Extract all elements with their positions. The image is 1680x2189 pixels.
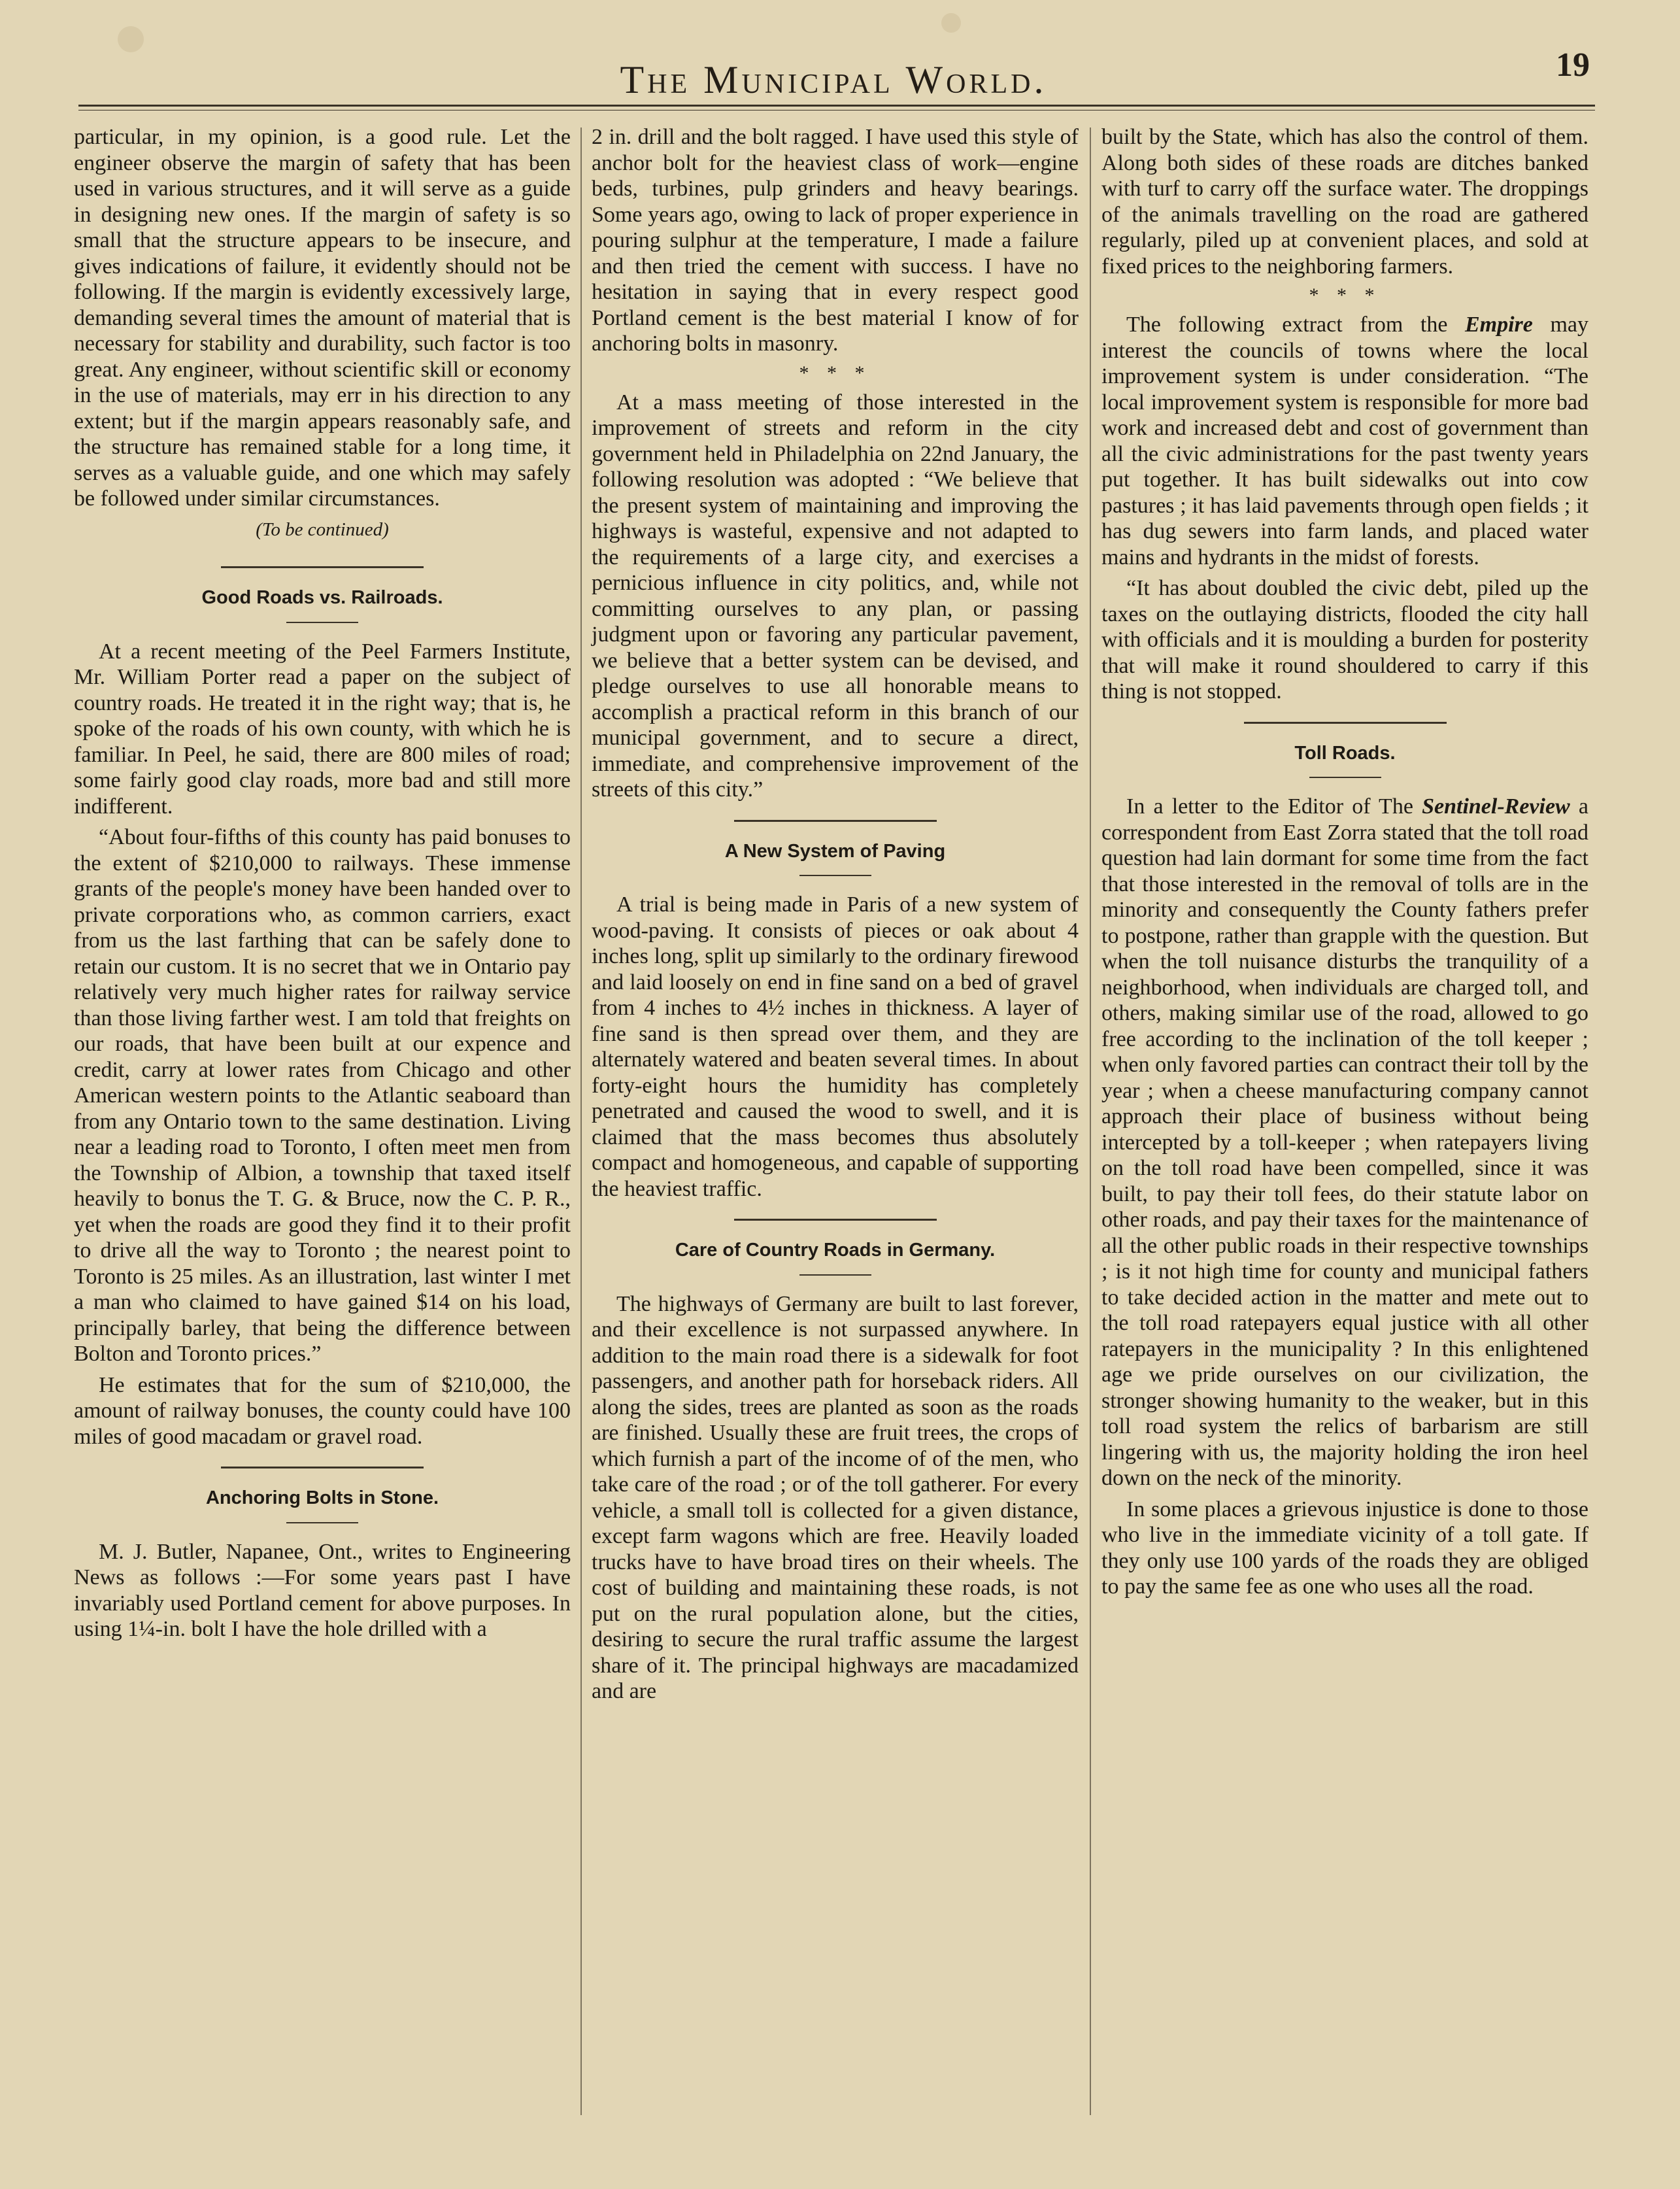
section-separator xyxy=(734,1219,937,1221)
column-1 xyxy=(74,124,571,1648)
paragraph: “About four-fifths of this county has paid bonuses to the extent of $210,000 to railways. These immense grants of the people's money have been handed over to private corporations who, as common carriers, exact from us the last farthing that can be safely done to retain our custom. It is no secret that we in Ontario pay relatively very much higher rates for railway service than those living farther west. I am told that freights on our roads, that have been built at our expence and credit, carry at lower rates from Chicago and other American western points to the Atlantic seaboard than from any Ontario town to the same destination. Living near a leading road to Toronto, I often meet men from the Township of Albion, a township that taxed itself heavily to bonus the T. G. & Bruce, now the C. P. R., yet when the roads are good they find it to their profit to drive all the way to Toronto ; the nearest point to Toronto is 25 miles. As an illustration, last winter I met a man who claimed to have gained $14 on his load, principally barley, that being the difference between Bolton and Toronto prices.” xyxy=(74,825,571,1366)
title-underline xyxy=(286,1522,358,1523)
paragraph: built by the State, which has also the control of them. Along both sides of these roads are ditches banked with turf to carry off the surface water. The droppings of the animals travelling on the road are gathered regularly, piled up at convenient places, and sold at fixed prices to the neighboring farmers. xyxy=(1101,125,1588,279)
paragraph xyxy=(1101,794,1588,1491)
column-divider xyxy=(580,127,582,2115)
section-title-new-paving: A New System of Paving xyxy=(724,840,946,862)
masthead xyxy=(72,39,1595,111)
column-2 xyxy=(592,124,1079,1710)
paragraph: At a mass meeting of those interested in the improvement of streets and reform in the city government held in Philadelphia on 22nd January, the following resolution was adopted : “We believe that the present system of maintaining and improving the highways is wasteful, expensive and not adapted to the requirements of a large city, and exercises a pernicious influence in city politics, and, while not committing ourselves to any plan, or passing judgment upon or favoring any particular pavement, we believe that a better system can be devised, and pledge ourselves to use all honorable means to accomplish a practical reform in this branch of our municipal government, and to secure a direct, immediate, and comprehensive improvement of the streets of this city.” xyxy=(592,390,1079,802)
paragraph: particular, in my opinion, is a good rule. Let the engineer observe the margin of safety that has been used in various structures, and it will serve as a guide in designing new ones. If the margin of safety is so small that the structure appears to be insecure, and gives indications of failure, it evidently should not be following. If the margin is evidently excessively large, demanding several times the amount of material that is necessary for stability and durability, such factor is too great. Any engineer, without scientific skill or economy in the use of materials, may err in his direction to any extent; but if the margin appears reasonably safe, and the structure has remained stable for a long time, it serves as a valuable guide, and one which may safely be followed under similar circumstances. xyxy=(74,125,571,511)
newspaper-name: Empire xyxy=(1464,313,1533,337)
page-number: 19 xyxy=(1556,46,1590,84)
section-title-good-roads: Good Roads vs. Railroads. xyxy=(201,587,443,608)
title-underline xyxy=(799,1274,871,1276)
section-title-care-germany: Care of Country Roads in Germany. xyxy=(675,1240,996,1261)
text-run: In a letter to the Editor of The xyxy=(1126,794,1422,819)
paragraph: 2 in. drill and the bolt ragged. I have used this style of anchor bolt for the heaviest class of work—engine beds, turbines, pulp grinders and heavy bearings. Some years ago, owing to lack of proper experience in pouring sulphur at the temperature, I made a failure and then tried the cement with success. I have no hesitation in saying that in every respect good Portland cement is the best material I know of for anchoring bolts in masonry. xyxy=(592,125,1079,356)
section-separator xyxy=(221,1467,424,1468)
paragraph: In some places a grievous injustice is done to those who live in the immediate vicinity of a toll gate. If they only use 100 yards of the roads they are obliged to pay the same fee as one who uses all the road. xyxy=(1101,1497,1588,1599)
title-underline xyxy=(286,622,358,623)
section-separator xyxy=(221,566,424,568)
section-stars: * * * xyxy=(799,362,871,384)
column-3 xyxy=(1101,124,1588,1605)
paragraph: The highways of Germany are built to last forever, and their excellence is not surpassed anywhere. In addition to the main road there is a sidewalk for foot passengers, and another path for horseback riders. All along the sides, trees are planted as soon as the roads are finished. Usually these are fruit trees, the crops of which furnish a part of the income of of the men, who take care of the road ; or of the toll gatherer. For every vehicle, a small toll is collected for a given distance, except farm wagons which are free. Heavily loaded trucks have to have broad tires on their wheels. The cost of building and maintaining these roads, is not put on the rural population alone, but the cities, desiring to secure the rural traffic assume the largest share of it. The principal highways are macadamized and are xyxy=(592,1291,1079,1703)
continued-note: (To be continued) xyxy=(256,518,389,540)
paragraph: At a recent meeting of the Peel Farmers Institute, Mr. William Porter read a paper on the subject of country roads. He treated it in the right way; that is, he spoke of the roads of his own county, with which he is familiar. In Peel, he said, there are 800 miles of road; some fairly good clay roads, more bad and still more indifferent. xyxy=(74,639,571,819)
column-divider xyxy=(1090,127,1091,2115)
paragraph xyxy=(1101,312,1588,570)
text-run: a correspondent from East Zorra stated that the toll road question had lain dormant for some time from the fact that those interested in the removal of tolls are in the minority and consequently the County fathers prefer to postpone, rather than grapple with the question. But when the toll nuisance disturbs the tranquility of a neighborhood, when individuals are charged toll, and others, making similar use of the road, allowed to go free according to the inclination of the toll keeper ; when only favored parties can contract their toll by the year ; when a cheese manufacturing company cannot approach their place of business without being intercepted by a toll-keeper ; when ratepayers living on the toll road have been compelled, since it was built, to pay their toll fees, do their statute labor on other roads, and pay their taxes for the maintenance of all the other public roads in their respective townships ; is it not high time for county and municipal fathers to take decided action in the matter and mete out to the toll road ratepayers equal justice with all other ratepayers in the municipality ? In this enlightened age we pride ourselves on our civilization, the stronger showing humanity to the weaker, but in this toll road system the relics of barbarism are still lingering with us, the majority holding the iron heel down on the neck of the minority. xyxy=(1101,794,1589,1490)
section-separator xyxy=(734,820,937,822)
paragraph: “It has about doubled the civic debt, piled up the taxes on the outlaying districts, flooded the city hall with officials and it is moulding a burden for posterity that will make it round shouldered to carry if this thing is not stopped. xyxy=(1101,576,1588,704)
title-underline xyxy=(1309,777,1381,778)
header-rule xyxy=(78,105,1595,107)
publication-title: The Municipal World. xyxy=(620,58,1047,101)
paragraph: M. J. Butler, Napanee, Ont., writes to Engineering News as follows :—For some years past I have invariably used Portland cement for above purposes. In using 1¼-in. bolt I have the hole drilled with a xyxy=(74,1539,571,1641)
text-run: may interest the councils of towns where the local improvement system is under consideration. “The local improvement system is responsible for more bad work and increased debt and cost of government than all the civic administrations for the past twenty years put together. It has built sidewalks out into cow pastures ; it has laid pavements through open fields ; it has dug sewers into farm lands, and placed water mains and hydrants in the midst of forests. xyxy=(1101,313,1588,569)
text-run: The following extract from the xyxy=(1126,313,1465,337)
paragraph: He estimates that for the sum of $210,000, the amount of railway bonuses, the county could have 100 miles of good macadam or gravel road. xyxy=(74,1372,571,1449)
section-separator xyxy=(1244,722,1447,724)
section-title-anchoring-bolts: Anchoring Bolts in Stone. xyxy=(205,1487,439,1508)
title-underline xyxy=(799,875,871,876)
section-stars: * * * xyxy=(1309,284,1381,306)
paper-stain xyxy=(941,13,961,33)
paragraph: A trial is being made in Paris of a new system of wood-paving. It consists of pieces or oak about 4 inches long, split up similarly to the ordinary firewood and laid loosely on end in fine sand on a bed of gravel from 4 inches to 4½ inches in thickness. A layer of fine sand is then spread over them, and they are alternately watered and beaten several times. In about forty-eight hours the humidity has completely penetrated and caused the wood to swell, and it is claimed that the mass becomes thus absolutely compact and homogeneous, and capable of supporting the heaviest traffic. xyxy=(592,892,1079,1201)
newspaper-name: Sentinel-Review xyxy=(1422,794,1570,819)
section-title-toll-roads: Toll Roads. xyxy=(1294,742,1396,764)
